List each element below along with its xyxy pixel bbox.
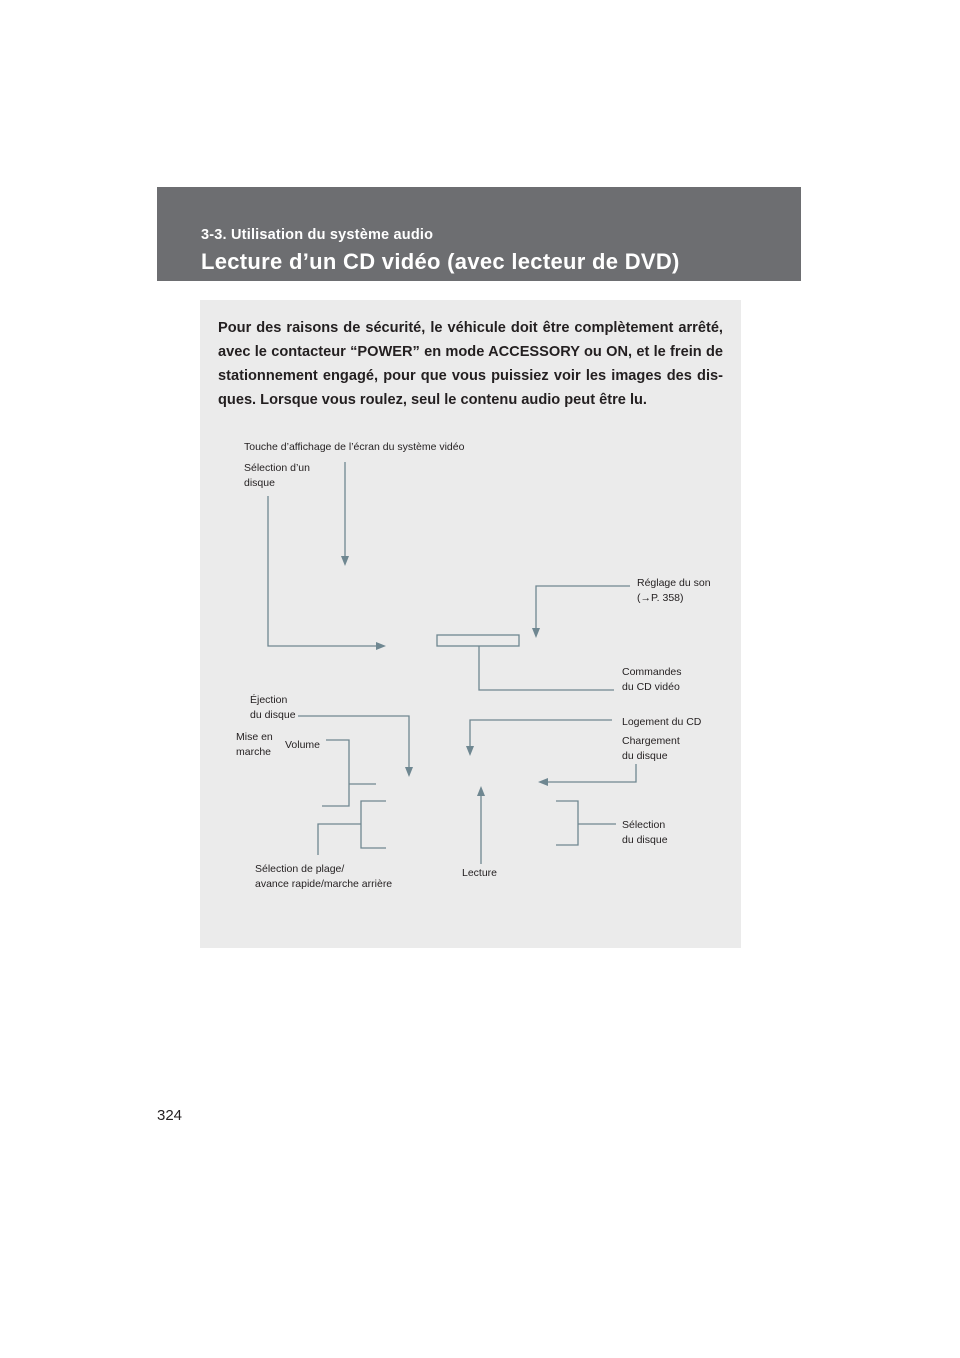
arrowhead-sound <box>532 628 540 638</box>
label-disc-select-right: Sélection du disque <box>622 819 668 846</box>
label-play: Lecture <box>462 867 498 879</box>
leader-track-select-stem <box>318 824 361 855</box>
label-disc-load: Chargement du disque <box>622 735 680 762</box>
leader-vcd-controls <box>479 646 614 690</box>
label-screen-key: Touche d’affichage de l’écran du système vidéo <box>244 441 465 453</box>
leader-track-select <box>361 801 386 848</box>
arrowhead-play <box>477 786 485 796</box>
leader-sound <box>536 586 630 633</box>
intro-paragraph: Pour des raisons de sécurité, le véhicule doit être complètement arrêté, avec le contacteur “POWER” en mode ACCESSORY ou ON, et le frein de stationnement engagé, pour que vous puissiez voir les images des dis-ques. Lorsque vous roulez, seul le contenu audio peut être lu. <box>218 320 723 408</box>
arrowhead-eject <box>405 767 413 777</box>
leader-volume <box>322 740 349 806</box>
label-cd-slot: Logement du CD <box>622 716 702 728</box>
label-track-select: Sélection de plage/ avance rapide/marche arrière <box>255 863 393 890</box>
label-sound: Réglage du son (→P. 358) <box>637 577 711 604</box>
label-vcd-controls: Commandes du CD vidéo <box>622 666 682 693</box>
leader-disc-select-top <box>268 496 380 646</box>
section-title: 3-3. Utilisation du système audio <box>201 227 434 243</box>
page-number: 324 <box>157 1107 183 1124</box>
page-title: Lecture d’un CD vidéo (avec lecteur de DVD) <box>201 249 680 274</box>
arrowhead-cd-slot <box>466 746 474 756</box>
label-disc-select-top: Sélection d’un disque <box>244 462 310 489</box>
vcd-controls-display <box>437 635 519 646</box>
leader-disc-load <box>543 764 636 782</box>
arrowhead-disc-select-top <box>376 642 386 650</box>
label-volume: Volume <box>285 739 321 751</box>
leader-disc-select-right <box>556 801 578 845</box>
arrowhead-disc-load <box>538 778 548 786</box>
leader-cd-slot <box>470 720 612 752</box>
arrowhead-screen-key <box>341 556 349 566</box>
label-eject: Éjection du disque <box>250 694 296 721</box>
label-power: Mise en marche <box>236 731 273 758</box>
